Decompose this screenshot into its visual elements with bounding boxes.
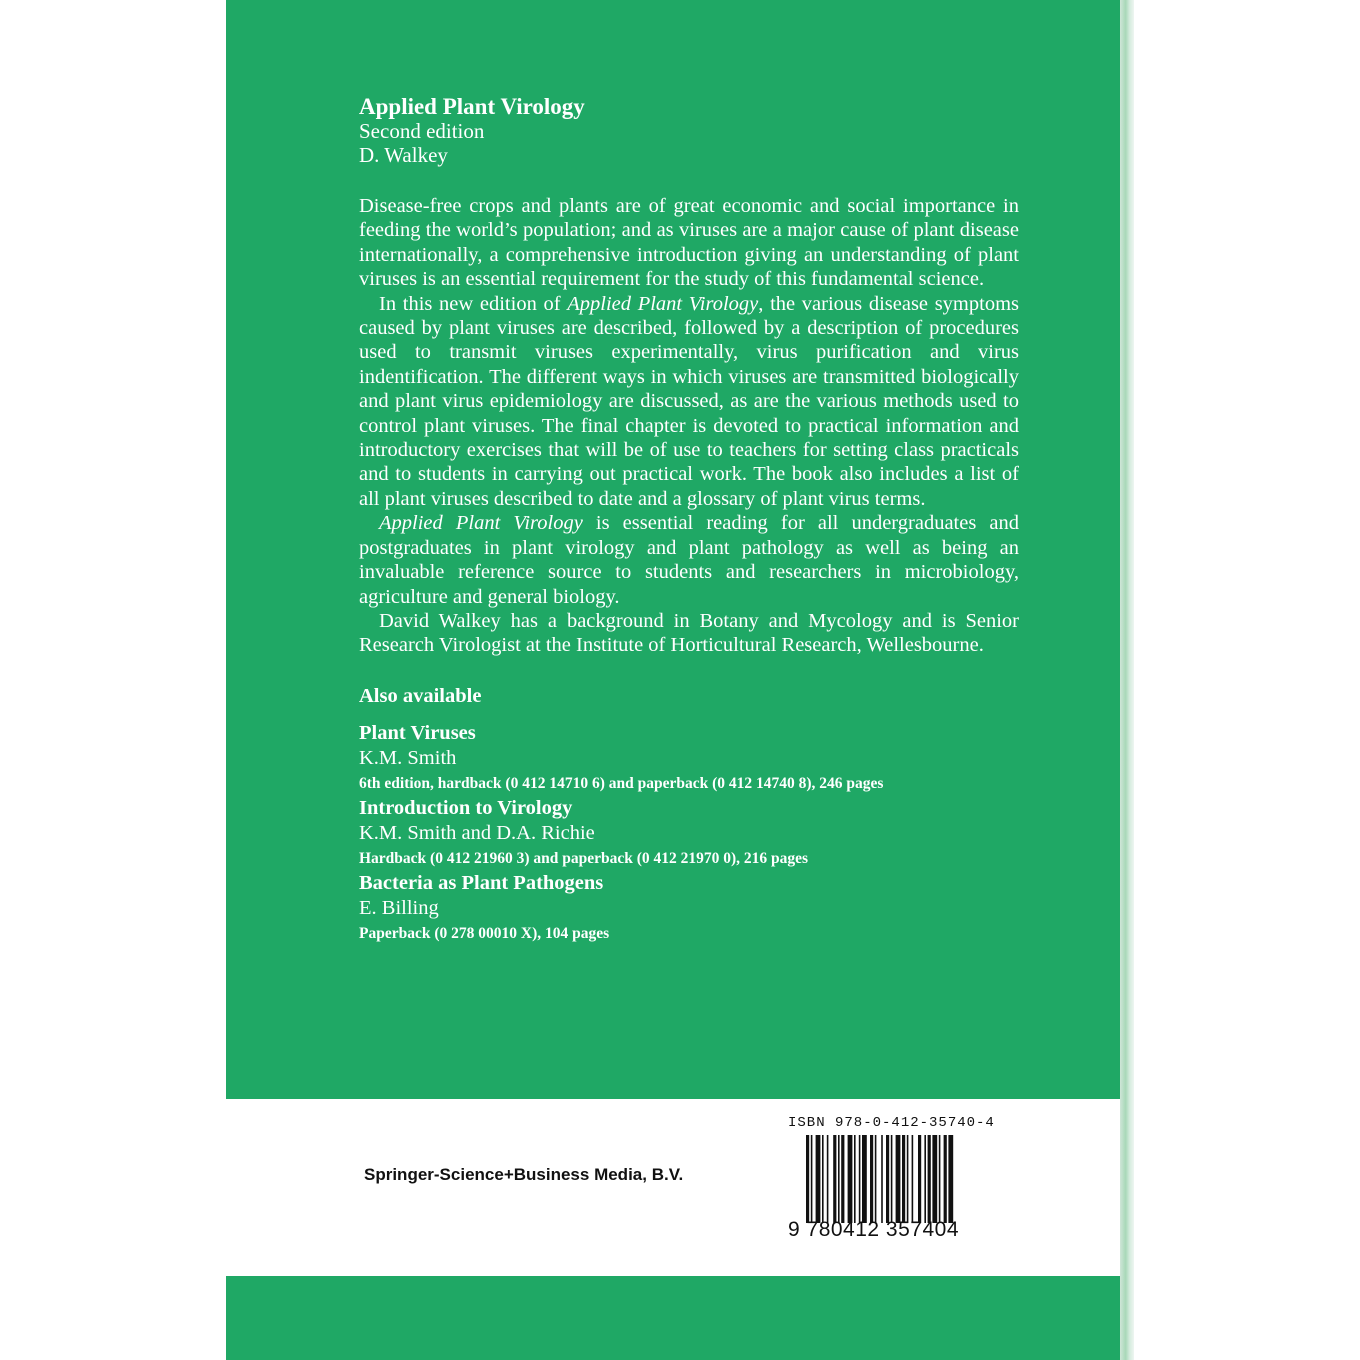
also-available-heading: Also available: [359, 684, 482, 707]
description-paragraph-2: [359, 292, 1019, 512]
book-author: D. Walkey: [359, 143, 448, 167]
related-book-author: K.M. Smith and D.A. Richie: [359, 821, 595, 844]
paragraph-2-lead: In this new edition of: [379, 292, 568, 315]
author-bio: David Walkey has a background in Botany and Mycology and is Senior Research Virologist at the Institute of Horticultural Research, Wellesbourne.: [359, 609, 1019, 657]
related-book-details: Paperback (0 278 00010 X), 104 pages: [359, 924, 610, 942]
related-book-title: Plant Viruses: [359, 721, 476, 744]
related-book-title: Introduction to Virology: [359, 796, 573, 819]
related-book: [359, 871, 1019, 946]
book-title: Applied Plant Virology: [359, 94, 585, 119]
publisher-name: Springer-Science+Business Media, B.V.: [364, 1165, 684, 1184]
isbn-label: ISBN 978-0-412-35740-4: [788, 1115, 995, 1131]
barcode-digits: 9 780412 357404: [788, 1218, 959, 1241]
related-book: [359, 721, 1019, 796]
description-paragraph-3: [359, 511, 1019, 609]
related-book-author: K.M. Smith: [359, 746, 457, 769]
cover-text: [359, 94, 1019, 946]
related-book: [359, 796, 1019, 871]
paragraph-2-title: Applied Plant Virology: [567, 292, 759, 315]
paragraph-3-title: Applied Plant Virology: [379, 512, 583, 535]
paragraph-3-body: is essential reading for all undergraduates and postgraduates in plant virology and plant pathology as well as being an invaluable reference source to students and researchers in microbiology, agriculture and general biology.: [359, 512, 1019, 608]
also-available-section: [359, 684, 1019, 946]
paragraph-2-body: , the various disease symptoms caused by plant viruses are described, followed by a description of procedures used to transmit viruses experimentally, virus purification and virus indentification. The different ways in which viruses are transmitted biologically and plant virus epidemiology are discussed, as are the various methods used to control plant viruses. The final chapter is devoted to practical information and introductory exercises that will be of use to teachers for setting class practicals and to students in carrying out practical work. The book also includes a list of all plant viruses described to date and a glossary of plant virus terms.: [359, 292, 1019, 510]
related-book-details: Hardback (0 412 21960 3) and paperback (0 412 21970 0), 216 pages: [359, 849, 809, 867]
page-margin: [1134, 0, 1360, 1360]
spine-edge: [1120, 0, 1134, 1360]
related-book-details: 6th edition, hardback (0 412 14710 6) and paperback (0 412 14740 8), 246 pages: [359, 774, 884, 792]
related-book-title: Bacteria as Plant Pathogens: [359, 871, 604, 894]
description-paragraph-1: Disease-free crops and plants are of great economic and social importance in feeding the world’s population; and as viruses are a major cause of plant disease internationally, a comprehensive introduction giving an understanding of plant viruses is an essential requirement for the study of this fundamental science.: [359, 195, 1019, 291]
barcode-icon: [806, 1135, 986, 1223]
book-edition: Second edition: [359, 119, 485, 143]
related-book-author: E. Billing: [359, 896, 439, 919]
book-description: [359, 194, 1019, 658]
